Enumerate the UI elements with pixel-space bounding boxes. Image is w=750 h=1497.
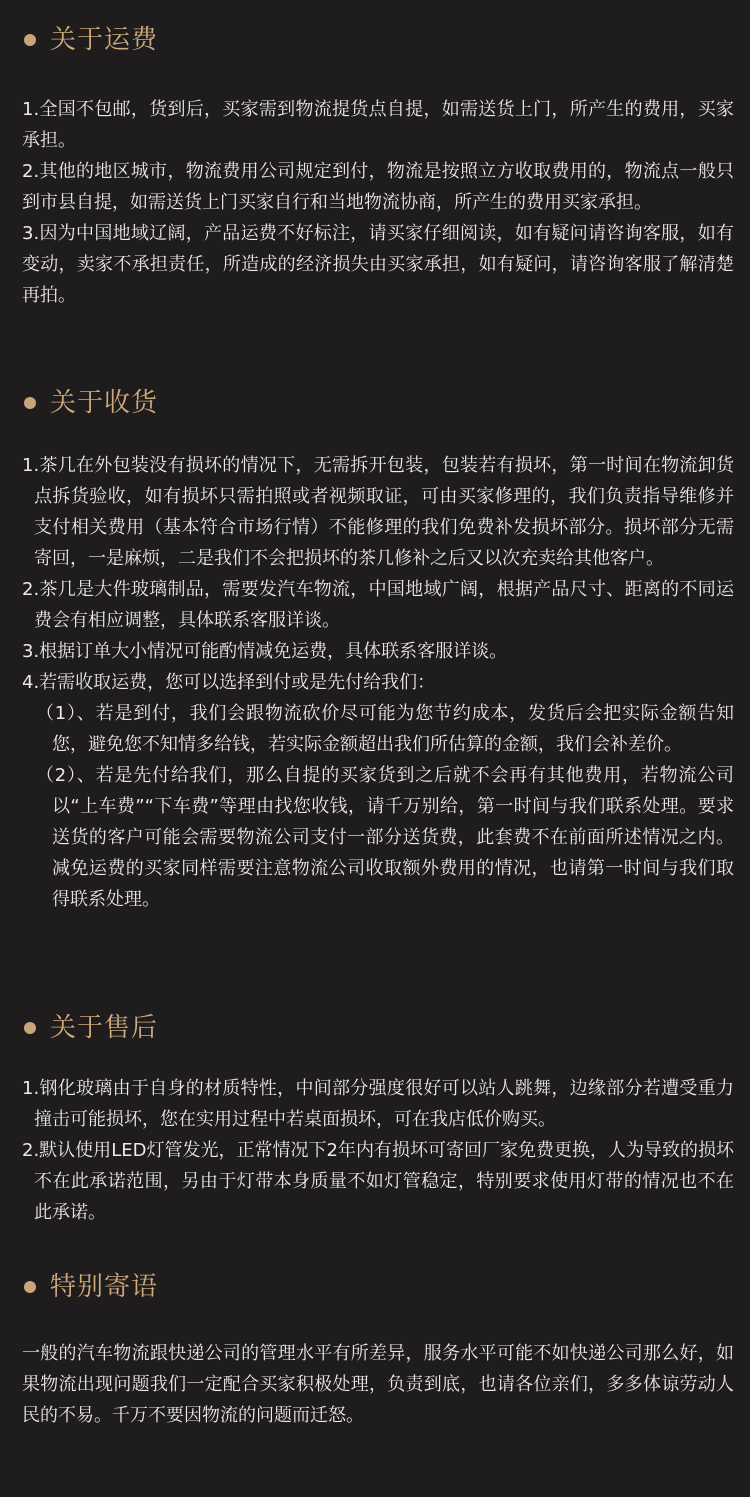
section-body-special-message — [22, 1338, 734, 1431]
paragraph: 1.全国不包邮，货到后，买家需到物流提货点自提，如需送货上门，所产生的费用，买家承担。 — [22, 99, 734, 151]
paragraph: 1.钢化玻璃由于自身的材质特性，中间部分强度很好可以站人跳舞，边缘部分若遭受重力撞击可能损坏，您在实用过程中若桌面损坏，可在我店低价购买。 — [22, 1078, 734, 1130]
paragraph: 2.其他的地区城市，物流费用公司规定到付，物流是按照立方收取费用的，物流点一般只到市县自提，如需送货上门买家自行和当地物流协商，所产生的费用买家承担。 — [22, 161, 734, 213]
paragraph: 3.根据订单大小情况可能酌情减免运费，具体联系客服详谈。 — [22, 641, 508, 662]
section-body-receiving — [22, 450, 734, 915]
paragraph: 3.因为中国地域辽阔，产品运费不好标注，请买家仔细阅读，如有疑问请咨询客服，如有变动，卖家不承担责任，所造成的经济损失由买家承担，如有疑问，请咨询客服了解清楚再拍。 — [22, 223, 734, 306]
paragraph: 1.茶几在外包装没有损坏的情况下，无需拆开包装，包装若有损坏，第一时间在物流卸货点拆货验收，如有损坏只需拍照或者视频取证，可由买家修理的，我们负责指导维修并支付相关费用（基本符合市场行情）不能修理的我们免费补发损坏部分。损坏部分无需寄回，一是麻烦，二是我们不会把损坏的茶几修补之后又以次充卖给其他客户。 — [22, 455, 734, 569]
paragraph: 2.默认使用LED灯管发光，正常情况下2年内有损坏可寄回厂家免费更换，人为导致的损坏不在此承诺范围，另由于灯带本身质量不如灯管稳定，特别要求使用灯带的情况也不在此承诺。 — [22, 1140, 734, 1223]
section-heading-special-message — [24, 1267, 158, 1307]
bullet-dot-icon — [24, 397, 36, 409]
bullet-dot-icon — [24, 1281, 36, 1293]
section-body-aftersales — [22, 1073, 734, 1228]
section-title: 关于售后 — [50, 1013, 159, 1043]
section-heading-shipping — [24, 20, 158, 60]
section-title: 特别寄语 — [50, 1272, 159, 1302]
section-body-shipping — [22, 94, 734, 311]
paragraph: 4.若需收取运费，您可以选择到付或是先付给我们： — [22, 672, 436, 693]
paragraph: 2.茶几是大件玻璃制品，需要发汽车物流，中国地域广阔，根据产品尺寸、距离的不同运费会有相应调整，具体联系客服详谈。 — [22, 579, 734, 631]
subparagraph: （1）、若是到付，我们会跟物流砍价尽可能为您节约成本，发货后会把实际金额告知您，避免您不知情多给钱，若实际金额超出我们所估算的金额，我们会补差价。 — [36, 703, 734, 755]
section-heading-receiving — [24, 383, 158, 423]
paragraph: 一般的汽车物流跟快递公司的管理水平有所差异，服务水平可能不如快递公司那么好，如果物流出现问题我们一定配合买家积极处理，负责到底，也请各位亲们，多多体谅劳动人民的不易。千万不要因物流的问题而迁怒。 — [22, 1343, 734, 1426]
bullet-dot-icon — [24, 34, 36, 46]
bullet-dot-icon — [24, 1022, 36, 1034]
section-title: 关于收货 — [50, 388, 159, 418]
subparagraph: （2）、若是先付给我们，那么自提的买家货到之后就不会再有其他费用，若物流公司以“上车费”“下车费”等理由找您收钱，请千万别给，第一时间与我们联系处理。要求送货的客户可能会需要物流公司支付一部分送货费，此套费不在前面所述情况之内。减免运费的买家同样需要注意物流公司收取额外费用的情况，也请第一时间与我们取得联系处理。 — [36, 765, 734, 910]
section-title: 关于运费 — [50, 25, 159, 55]
section-heading-aftersales — [24, 1008, 158, 1048]
